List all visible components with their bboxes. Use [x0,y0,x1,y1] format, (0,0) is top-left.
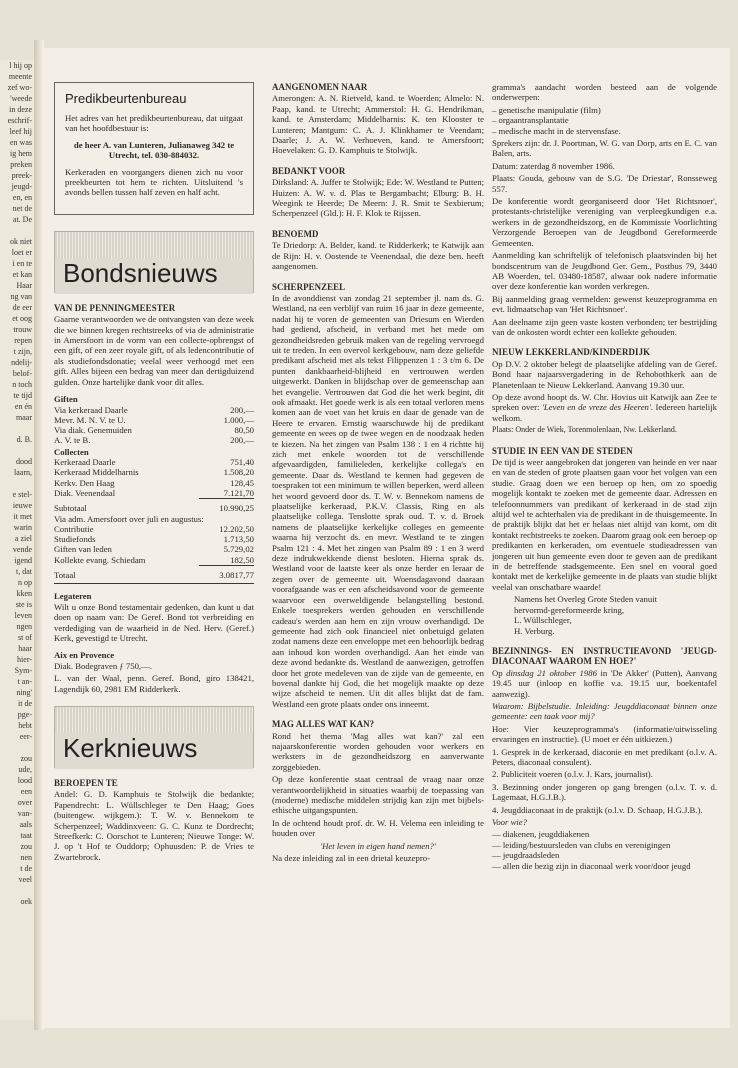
aix-heading: Aix en Provence [54,650,115,661]
subtotal-row: Subtotaal 10.990,25 [54,499,254,514]
article-heading: BENOEMD [272,228,319,239]
table-row: Kerkeraad Middelharnis 1.508,20 [54,467,254,478]
fragment-line: ndelij- [11,358,32,367]
article-heading: NIEUW LEKKERLAND/KINDERDIJK [492,347,651,358]
fragment-line: t zijn, [13,347,32,356]
box-intro: Het adres van het predikbeurtenbureau, dat uitgaat van het hoofdbestuur is: [65,113,243,134]
topic-item: – medische macht in de stervensfase. [492,125,621,136]
article-text: Amerongen: A. N. Rietveld, kand. te Woerden; Almelo: N. Paap, kand. te Utrecht; Ammerstol: H. G. Hendrikman, kand. te Amsterdam; Middelharnis: K. ten Klooster te Lunteren; Mantgum: C. A. J. Klinkhamer te Veendam; Daarle; J. A. W. Verhoeven, kand. te Amersfoort; Hoevelaken: G. D. Kamphuis te Stolwijk. [272,93,484,156]
aix-line: Diak. Bodegraven ƒ 750,—. [54,660,152,671]
fragment-line: n toch [12,380,32,389]
article-text: Hoe: Vier keuzeprogramma's (informatie/uitwisseling ervaringen en instructie). (U moet er één uitkiezen.) [492,723,717,745]
fragment-line: ig hem [10,149,32,158]
article-text: De konferentie wordt georganiseerd door 'Het Richtsnoer', protestants-christelijke vereniging van verpleegkundigen e.a. werkers in de gezondheidszorg, en de Kommissie Voorlichting Verzorgende Beroepen van de Jeugdbond Gereformeerde Gemeenten. [492,196,717,248]
fragment-line: ude, [18,765,32,774]
fragment-line: kken [16,589,32,598]
legaten-heading: Legateren [54,591,92,602]
article-quote: 'Het leven in eigen hand nemen?' [320,840,436,851]
fragment-line: Haar [16,281,32,290]
fragment-line: t de [20,864,32,873]
article-text: Voor wie? [492,817,527,827]
signature-line: Namens het Overleg Grote Steden vanuit [514,594,658,605]
column-middle [272,82,484,865]
divider [54,583,254,584]
article-text: Waarom: Bijbelstudie. Inleiding: Jeugddiaconaat binnen onze gemeente: een taak voor mij? [492,700,717,722]
fragment-line: ng van [10,292,32,301]
fragment-line: vende [12,545,32,554]
fragment-line: i en te [12,259,32,268]
fragment-line: at. De [12,215,32,224]
signature-line: L. Wüllschleger, [514,615,572,626]
list-item: 4. Jeugddiaconaat in de praktijk (o.l.v. D. Schaap, H.G.J.B.). [492,804,703,815]
article-text: In de avonddienst van zondag 21 september jl. nam ds. G. Westland, na een verblijf van ruim 16 jaar in deze gemeente, nadat hij te voren de gemeenten van Driesum en Wierden had gediend, afscheid, in verband met het mede om gezondheidsreden gebruik maken van de regeling vervroegd uit te treden. In een overvol kerkgebouw, nam deze geliefde predikant afscheid met als tekst Filippenzen 1 : 3 t/m 6. De punten dankbaarheid-blijheid en vertrouwen werden uitgewerkt. Danken in blijdschap over de gemeenschap aan het evangelie. Vertrouwen dat God die het werk begint, dit ook afmaakt. Het goede werk is als een totaal verloren mens komen aan de voet van het kruis en daar de genade van de Heere te ervaren. Ernstig waarschuwde hij de predikant gemeente en wees op de twee wegen en de noodzaak heden te kiezen. Na het zingen van Psalm 138 : 1 en 4 richtte hij zich met enkele woorden tot de verschillende afgevaardigden, familieleden, kerkelijke collega's en gemeente. Daar ds. Westland te kennen had gegeven de toespraken tot een minimum te willen beperken, werd alleen het woord gevoerd door ds. T. W. v. Bennekom namens de plaatselijke kerkeraad, P.K.V. Classis, Ring en als plaatselijke collega. Tenslotte sprak oud. T. v. d. Broek namens de plaatselijke kerkelijke colleges en gemeente waarna hij verzocht ds. en mevr. Westland te te zingen Psalm 121 : 4. Met het zingen van Psalm 89 : 1 en 3 werd deze indrukwekkende dienst besloten. Hierna sprak ds. Westland voor de laatste keer als onze herder en leraar de zegen over de gemeente uit. Woensdagavond daaraan voorafgaande was er een afscheidsavond voor de gemeente waarvoor een overweldigende belangstelling bestond. Enkele toesprekers werden gehouden en verschillende cadeau's werden aan hem en zijn vrouw overhandigd. De gemeente had zich ook financieel niet onbetuigd gelaten zodat namens deze een enveloppe met een behoorlijk bedrag aan inhoud kon worden overhandigd. Aan het einde van deze avond bedankte ds. Westland de aanwezigen, getroffen door het grote medeleven van de zijde van de gemeente, en bovenal dankte hij God, die het mogelijk maakte op deze wijze afscheid te nemen. Uit dit alles blijkt dat de fam. Westland een grote plaats onder ons inneemt. [272,292,484,709]
fragment-line: en, en [12,193,32,202]
table-row: Giften van leden 5.729,02 [54,544,254,555]
article-text: Op deze avond hoopt ds. W. Chr. Hovius uit Katwijk aan Zee te spreken over: 'Leven en de vreze des Heeren'. Iedereen hartelijk welkom. [492,391,717,423]
article-text: Gaarne verantwoorden we de ontvangsten van deze week die we binnen kregen rechtstreeks of via de administratie in Amersfoort in de vorm van een collecte-opbrengst of een gift, of een zeer royale gift, of als ledencontributie of als studiefondsdonatie; veelal weer verhoogd met een gift. Alles bijeen een bedrag van meer dan dertigduizend gulden. Onze hartelijke dank voor dit alles. [54,314,254,387]
fragment-line: d. B. [16,435,32,444]
table-row: Contributie 12.202,50 [54,523,254,534]
article-text: gramma's aandacht worden besteed aan de volgende onderwerpen: [492,82,717,103]
column-left [54,48,254,864]
fragment-line: loet er [11,248,32,257]
fragment-line: jeugd- [11,182,32,191]
article-text: Aanmelding kan schriftelijk of telefonisch plaatsvinden bij het bondscentrum van de Jeugdbond Ger. Gem., Postbus 79, 3440 AB Woerden, tel. 03480-18587, alwaar ook nadere informatie over deze konferentie kan worden verkregen. [492,250,717,292]
total-row: Totaal 3.0817,77 [54,566,254,581]
fragment-line: n op [18,578,32,587]
article-text: Rond het thema 'Mag alles wat kan?' zal een najaarskonferentie worden gehouden voor werkers en werksters in de gezondheidszorg en aanverwante zorggebieden. [272,730,484,772]
fragment-line: Sym- [14,666,32,675]
fragment-line: eschrif- [7,116,32,125]
fragment-line [0,423,36,434]
fragment-line: et kan [12,270,32,279]
fragment-line: zou [20,754,32,763]
fragment-line: pge- [17,710,32,719]
list-item: 3. Bezinning onder jongeren op gang brengen (o.l.v. T. v. d. Lagemaat, H.G.J.B.). [492,781,717,803]
article-heading: VAN DE PENNINGMEESTER [54,302,176,313]
fragment-line: 'weede [10,94,32,103]
section-title: Bondsnieuws [63,257,218,288]
article-text: Plaats: Gouda, gebouw van de S.G. 'De Driestar', Ronsseweg 557. [492,173,717,194]
signature-line: H. Verburg. [514,625,555,636]
bondsnieuws-banner [54,231,254,293]
article-heading: BEZINNINGS- EN INSTRUCTIEAVOND 'JEUGD-DIACONAAT WAAROM EN HOE?' [492,645,717,667]
giften-table [54,405,254,446]
fragment-line: meente [8,72,32,81]
fragment-line: veel [18,875,32,884]
fragment-line [0,445,36,456]
collecten-table [54,457,254,580]
table-row: Via diak. Genemuiden 80,50 [54,425,254,436]
fragment-line: zou [20,842,32,851]
fragment-line: ning' [16,688,32,697]
article-heading: BEDANKT VOOR [272,165,346,176]
fragment-line: e stel- [12,490,32,499]
fragment-line: een [20,787,32,796]
fragment-line: leef hij [9,127,32,136]
box-address: de heer A. van Lunteren, Julianaweg 342 te Utrecht, tel. 030-884032. [73,139,235,161]
article-text: Op deze konferentie staat centraal de vraag naar onze verantwoordelijkheid in situaties waarbij de toepassing van (moderne) medische middelen strijdig kan zijn met bijbels-ethische uitgangspunten. [272,774,484,816]
fragment-line: en én [14,402,32,411]
article-text: Andel: G. D. Kamphuis te Stolwijk die bedankte; Papendrecht: L. Wüllschleger te Den Haag; Goes (buitengew. wijkgem.): T. W. v. Bennekom te Scherpenzeel; Waddinxveen: G. C. Kunz te Dordrecht; Streefkerk: C. Oorschot te Lunteren; Nieuwe Tonge: W. J. op 't Hof te Ouddorp; Ophuusden: P. de Vries te Zwartebrock. [54,789,254,862]
fragment-line: net de [12,204,32,213]
article-heading: AANGENOMEN NAAR [272,82,368,92]
fragment-line: hebt [18,721,32,730]
list-item: 2. Publiciteit voeren (o.l.v. J. Kars, journalist). [492,769,653,780]
article-text: In de ochtend houdt prof. dr. W. H. Velema een inleiding te houden over [272,817,484,839]
fragment-line [0,885,36,896]
fragment-line: et oog [12,314,32,323]
list-item: — leiding/bestuursleden van clubs en verenigingen [492,839,671,850]
fragment-line: taat [20,831,32,840]
table-row: Kerkv. Den Haag 128,45 [54,477,254,488]
aix-line: L. van der Waal, penn. Geref. Bond, giro 138421, Lagendijk 60, 2981 EM Ridderkerk. [54,673,254,694]
column-right [492,82,717,873]
fragment-line: l hij op [9,61,32,70]
fragment-line: zef wo- [7,83,32,92]
fragment-line: st of [18,633,32,642]
giften-heading: Giften [54,394,78,405]
fragment-line: oek [20,897,32,906]
article-text: Datum: zaterdag 8 november 1986. [492,160,615,171]
fragment-line: maar [16,413,32,422]
section-title: Kerknieuws [63,733,198,764]
article-heading: STUDIE IN EEN VAN DE STEDEN [492,445,633,456]
fragment-line: aals [19,820,32,829]
article-text: Dirksland: A. Juffer te Stolwijk; Ede: W. Westland te Putten; Huizen: A. W. v. d. Plas te Bergambacht; Elburg: B. H. Weegink te Heerde; De Meern: J. R. Smit te Sexbierum; Scherpenzeel (Gld.): H. F. Klok te Rijssen. [272,177,484,219]
fragment-line: repen [14,336,32,345]
fragment-line: lood [17,776,32,785]
fragment-line: te tijd [13,391,32,400]
article-text: Aan deelname zijn geen vaste kosten verbonden; ter bestrijding van de onkosten wordt echter een kollekte gehouden. [492,316,717,337]
article-text: Na deze inleiding zal in een drietal keuzepro- [272,853,430,864]
fragment-line: preken [10,160,32,169]
fragment-line: t, dat [16,567,32,576]
list-item: — jeugdraadsleden [492,850,560,861]
fragment-line: hier- [17,655,32,664]
table-row: A. V. te B. 200,— [54,435,254,446]
fragment-line: it de [18,699,32,708]
fragment-line: trouw [13,325,32,334]
fragment-line [0,225,36,236]
article-text: Bij aanmelding graag vermelden: gewenst keuzeprogramma en evt. lidmaatschap van 'Het Richtsnoer'. [492,293,717,315]
topic-item: – genetische manipulatie (film) [492,104,601,115]
fragment-line: warin [13,523,32,532]
fragment-line: leven [14,611,32,620]
fragment-line: over [17,798,32,807]
article-text: Plaats: Onder de Wiek, Torenmolenlaan, Nw. Lekkerland. [492,425,677,435]
table-row: Diak. Veenendaal 7.121,70 [54,487,254,498]
fragment-line: belof- [12,369,32,378]
article-text: Op dinsdag 21 oktober 1986 in 'De Akker' (Putten), Aanvang 19.45 uur (inloop en koffie v.a. 19.15 uur, boekentafel aanwezig). [492,667,717,699]
fragment-line: ngen [16,622,32,631]
fragment-line: t an- [17,677,32,686]
previous-page-edge [0,60,36,1020]
collecten-heading: Collecten [54,446,89,457]
table-row: Via kerkeraad Daarle 200,— [54,404,254,415]
article-heading: SCHERPENZEEL [272,281,346,292]
table-row: Kollekte evang. Schiedam 182,50 [54,554,254,565]
fragment-line: dood [16,457,32,466]
fragment-line: en was [10,138,32,147]
fragment-line: ok niet [10,237,32,246]
box-note: Kerkeraden en voorgangers dienen zich nu voor preekbeurten tot hem te richten. Uitsluitend 's avonds bellen tussen half zeven en half acht. [65,166,243,198]
fragment-line: ste is [15,600,32,609]
article-text: Te Driedorp: A. Belder, kand. te Ridderkerk; te Katwijk aan de Rijn: H. v. Oostende te Veenendaal, die deze ben. heeft aangenomen. [272,240,484,272]
predikbeurtenbureau-box [54,82,254,215]
article-heading: BEROEPEN TE [54,778,118,789]
signature-line: hervormd-gereformeerde kring, [514,604,624,615]
box-title: Predikbeurtenbureau [65,91,187,106]
fragment-line: nen [20,853,32,862]
list-item: 1. Gesprek in de kerkeraad, diaconie en met predikant (o.l.v. A. Peters, diaconaal consulent). [492,746,717,767]
fragment-line: eer- [19,732,32,741]
fragment-line: haar [18,644,32,653]
newsletter-page [42,48,730,1028]
list-item: — diakenen, jeugddiakenen [492,829,590,840]
article-text: De tijd is weer aangebroken dat jongeren van heinde en ver naar en van de steden of grote plaatsen gaan voor het volgen van een studie. Graag doen we een beroep op hen, om zo spoedig mogelijk kontakt te zoeken met de gemeente daar. Adressen en telefoonnummers van predikant of kerkeraad in de stad zijn altijd wel te achterhalen via de predikant in de thuisgemeente. In de praktijk blijkt dat het er helaas niet altijd van komt, om dit kontakt rechtstreeks te zoeken. Daarom graag ook een beroep op predikanten en kerkeraden, om eventuele studieadressen van jongeren uit hun gemeente even door te geven aan de predikant in de betreffende stadsgemeente. Een snel en vooral goed kontakt met de kerkelijke gemeente in de plaats van studie blijkt veelal van onschatbare waarde! [492,457,717,592]
kerknieuws-banner [54,706,254,768]
fragment-line: van- [17,809,32,818]
topic-item: – orgaantransplantatie [492,115,569,126]
table-row: Mevr. M. N. V. te U. 1.000,— [54,414,254,425]
table-row: Studiefonds 1.713,50 [54,534,254,545]
article-text: Sprekers zijn: dr. J. Poortman, W. G. van Dorp, arts en E. C. van Balen, arts. [492,138,717,159]
legaten-text: Wilt u onze Bond testamentair gedenken, dan kunt u dat doen op naam van: De Geref. Bond tot verbreiding en verdediging van de waarheid in de Ned. Herv. (Geref.) Kerk, gevestigd te Utrecht. [54,601,254,643]
article-text: Op D.V. 2 oktober belegt de plaatselijke afdeling van de Geref. Bond haar najaarsvergadering in de Rehobothkerk aan de Planetenlaan te Nieuw Lekkerland. Aanvang 19.30 uur. [492,358,717,390]
table-row: Kerkeraad Daarle 751,40 [54,457,254,468]
list-item: — allen die bezig zijn in diaconaal werk voor/door jeugd [492,860,691,871]
fragment-line: ieuwe [12,501,32,510]
fragment-line: igend [14,556,32,565]
fragment-line: preek- [11,171,32,180]
fragment-line: laarn, [14,468,32,477]
fragment-line: in deze [9,105,32,114]
fragment-line [0,742,36,753]
article-heading: MAG ALLES WAT KAN? [272,719,375,730]
table-row: Via adm. Amersfoort over juli en augustus: [54,513,204,524]
fragment-line: it met [13,512,32,521]
fragment-line: de eer [12,303,32,312]
fragment-line: a ziel [14,534,32,543]
fragment-line [0,478,36,489]
